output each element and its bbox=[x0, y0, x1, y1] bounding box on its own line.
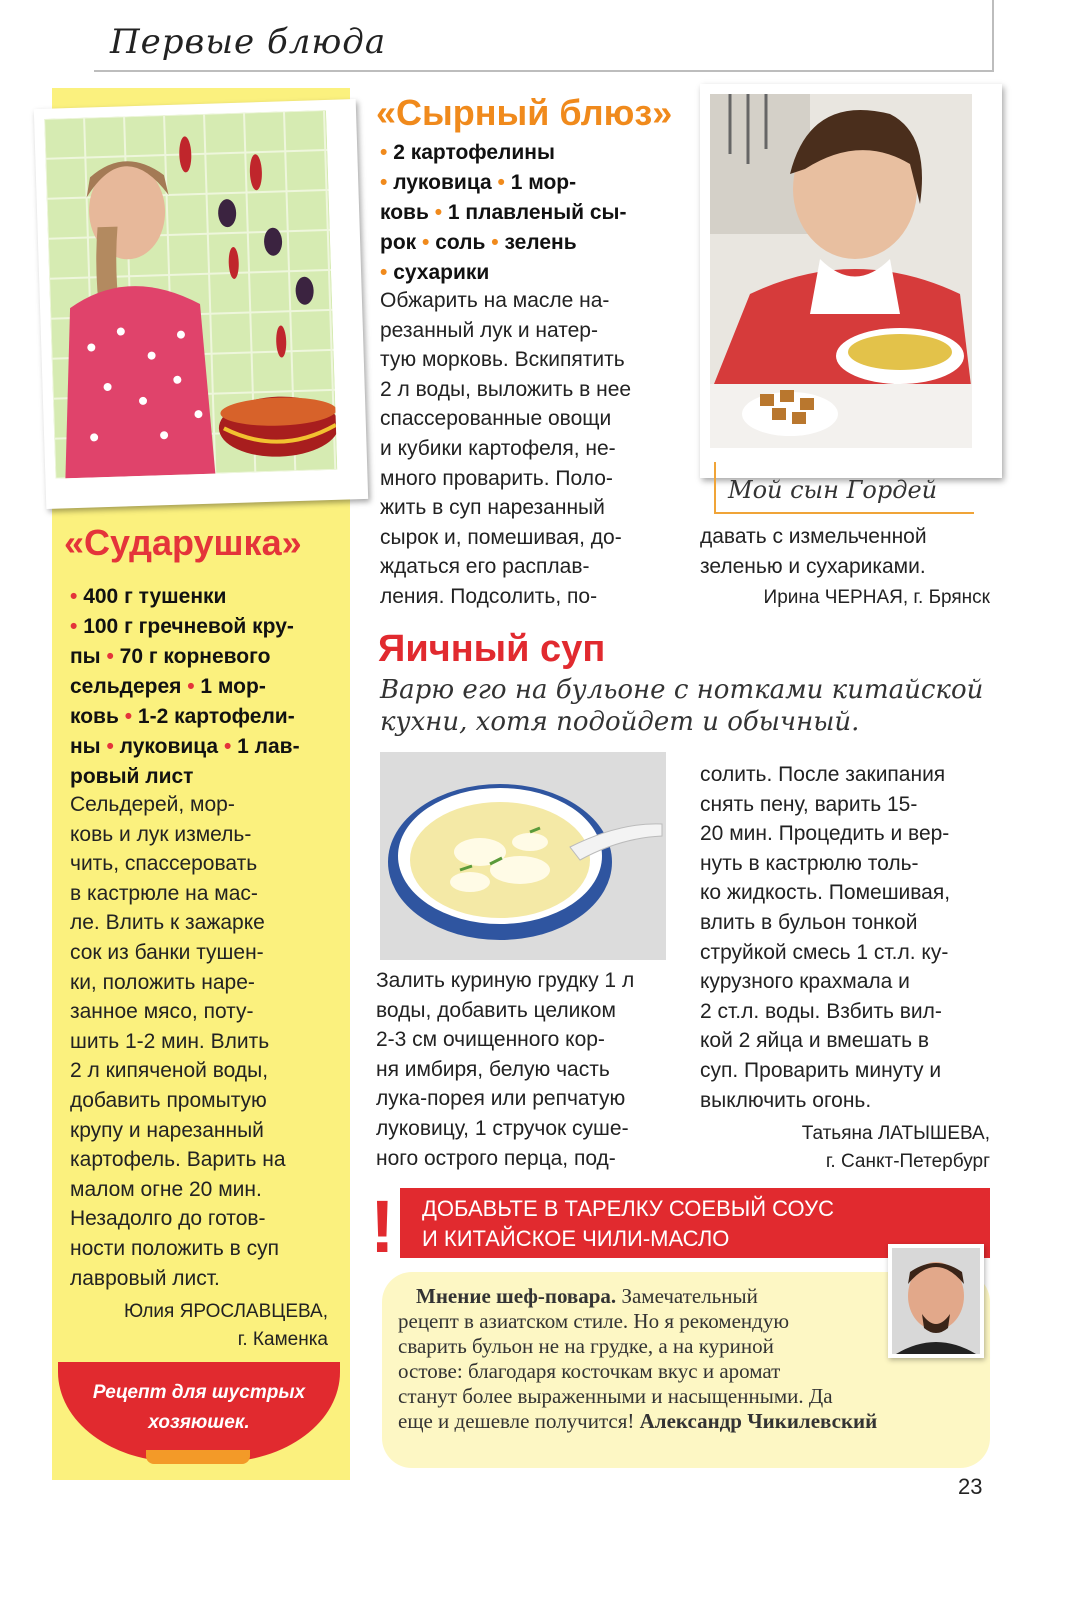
text-line: зеленью и сухариками. bbox=[700, 554, 926, 578]
text-line: 2 ст.л. воды. Взбить вил- bbox=[700, 999, 942, 1023]
bullet-icon: • bbox=[124, 705, 133, 728]
ingredient-line: ны • луковица • 1 лав- bbox=[70, 735, 300, 758]
ingredient-line: сельдерея • 1 мор- bbox=[70, 675, 266, 698]
chef-photo bbox=[888, 1244, 984, 1358]
chef-portrait-image bbox=[888, 1244, 984, 1358]
caption-bracket bbox=[714, 462, 716, 514]
woman-photo bbox=[34, 99, 368, 509]
text-line: спассерованные овощи bbox=[380, 407, 612, 431]
egg-soup-bowl-image bbox=[380, 752, 666, 960]
egg-soup-instructions-col1 bbox=[376, 966, 676, 1173]
text-line: жить в суп нарезанный bbox=[380, 496, 605, 520]
page-number: 23 bbox=[958, 1474, 983, 1499]
text-line: влить в бульон тонкой bbox=[700, 910, 918, 934]
text-line: кой 2 яйца и вмешать в bbox=[700, 1029, 930, 1053]
bullet-icon: • bbox=[434, 201, 443, 224]
boy-with-soup-image bbox=[710, 94, 972, 448]
boy-photo bbox=[700, 84, 1002, 478]
bullet-icon: • bbox=[70, 585, 78, 608]
text-line: Залить куриную грудку 1 л bbox=[376, 969, 635, 992]
tip-line: И КИТАЙСКОЕ ЧИЛИ-МАСЛО bbox=[422, 1226, 730, 1251]
egg-soup-subtitle bbox=[380, 674, 983, 738]
bullet-icon: • bbox=[223, 735, 232, 758]
chef-line-text: еще и дешевле получится! bbox=[398, 1409, 635, 1433]
sudarushka-author bbox=[70, 1298, 328, 1354]
ingredient-line: • 2 картофелины bbox=[380, 141, 555, 164]
text-line: лавровый лист. bbox=[70, 1266, 220, 1290]
text-line: 2-3 см очищенного кор- bbox=[376, 1028, 605, 1052]
cheese-ingredients bbox=[380, 138, 680, 288]
text-line: Незадолго до готов- bbox=[70, 1207, 266, 1231]
bullet-icon: • bbox=[106, 735, 114, 758]
ingredient-line: ровый лист bbox=[70, 765, 194, 788]
ingredient-line: • луковица • 1 мор- bbox=[380, 171, 577, 194]
subtitle-line: кухни, хотя подойдет и обычный. bbox=[380, 707, 860, 737]
sudarushka-instructions bbox=[70, 790, 342, 1293]
ingredient-line: • сухарики bbox=[380, 261, 490, 284]
text-line: солить. После закипания bbox=[700, 763, 946, 786]
bullet-icon: • bbox=[422, 231, 430, 254]
text-line: резанный лук и натер- bbox=[380, 318, 598, 342]
ingredient-line: • 400 г тушенки bbox=[70, 585, 227, 608]
text-line: чить, спассеровать bbox=[70, 852, 258, 876]
text-line: ки, положить наре- bbox=[70, 970, 255, 994]
promo-line: хозяюшек. bbox=[148, 1412, 250, 1433]
text-line: лука-порея или репчатую bbox=[376, 1087, 626, 1111]
text-line: ня имбиря, белую часть bbox=[376, 1057, 610, 1081]
text-line: добавить промытую bbox=[70, 1088, 267, 1112]
chef-line: станут более выраженными и насыщенными. Да bbox=[398, 1384, 833, 1408]
chef-label: Мнение шеф-повара. bbox=[416, 1284, 617, 1308]
text-line: струйкой смесь 1 ст.л. ку- bbox=[700, 940, 949, 964]
ingredient-line: ковь • 1-2 картофели- bbox=[70, 705, 295, 728]
text-line: и кубики картофеля, не- bbox=[380, 436, 616, 460]
bullet-icon: • bbox=[380, 261, 388, 284]
chef-line: остове: благодаря косточкам вкус и аромат bbox=[398, 1359, 781, 1383]
author-city: г. Каменка bbox=[237, 1329, 328, 1350]
cheese-instructions-continued bbox=[700, 522, 990, 581]
text-line: снять пену, варить 15- bbox=[700, 792, 918, 816]
text-line: воды, добавить целиком bbox=[376, 998, 616, 1022]
woman-with-soup-image bbox=[44, 110, 337, 479]
author-name: Юлия ЯРОСЛАВЦЕВА, bbox=[124, 1301, 328, 1322]
bullet-icon: • bbox=[187, 675, 195, 698]
text-line: крупу и нарезанный bbox=[70, 1118, 264, 1142]
text-line: малом огне 20 мин. bbox=[70, 1177, 262, 1201]
promo-tab bbox=[146, 1450, 250, 1464]
recipe-title-egg-soup: Яичный суп bbox=[378, 628, 606, 670]
text-line: много проварить. Поло- bbox=[380, 466, 613, 490]
text-line: сырок и, помешивая, до- bbox=[380, 525, 622, 549]
egg-soup-photo bbox=[380, 752, 666, 960]
bullet-icon: • bbox=[106, 645, 114, 668]
sudarushka-ingredients bbox=[70, 582, 342, 792]
text-line: ности положить в суп bbox=[70, 1236, 280, 1260]
text-line: сок из банки тушен- bbox=[70, 940, 264, 964]
text-line: 20 мин. Процедить и вер- bbox=[700, 822, 950, 846]
bullet-icon: • bbox=[380, 171, 388, 194]
text-line: Сельдерей, мор- bbox=[70, 793, 235, 816]
cheese-author: Ирина ЧЕРНАЯ, г. Брянск bbox=[763, 587, 990, 608]
section-title: Первые блюда bbox=[110, 22, 387, 62]
promo-line: Рецепт для шустрых bbox=[92, 1382, 306, 1403]
text-line: в кастрюле на мас- bbox=[70, 881, 258, 905]
caption-underline bbox=[714, 512, 974, 514]
ingredient-line: ковь • 1 плавленый сы- bbox=[380, 201, 627, 224]
text-line: картофель. Варить на bbox=[70, 1148, 286, 1172]
text-line: суп. Проварить минуту и bbox=[700, 1058, 942, 1082]
chef-line bbox=[398, 1409, 978, 1434]
text-line: занное мясо, поту- bbox=[70, 1000, 254, 1024]
recipe-title-sudarushka: «Сударушка» bbox=[64, 522, 302, 563]
recipe-title-cheese-blues: «Сырный блюз» bbox=[376, 92, 673, 133]
text-line: курузного крахмала и bbox=[700, 970, 910, 994]
bullet-icon: • bbox=[70, 615, 78, 638]
text-line: ковь и лук измель- bbox=[70, 822, 252, 846]
bullet-icon: • bbox=[380, 141, 388, 164]
tip-line: ДОБАВЬТЕ В ТАРЕЛКУ СОЕВЫЙ СОУС bbox=[422, 1196, 835, 1221]
chef-line: сварить бульон не на грудке, а на куриной bbox=[398, 1334, 774, 1358]
text-line: ле. Влить к зажарке bbox=[70, 911, 265, 935]
text-line: нуть в кастрюлю толь- bbox=[700, 851, 919, 875]
chef-name: Александр Чикилевский bbox=[639, 1409, 878, 1433]
chef-line-text: Замечательный bbox=[621, 1284, 758, 1308]
text-line: луковицу, 1 стручок суше- bbox=[376, 1116, 629, 1140]
ingredient-line: рок • соль • зелень bbox=[380, 231, 577, 254]
promo-text bbox=[58, 1362, 340, 1438]
header-divider bbox=[94, 70, 994, 72]
text-line: тую морковь. Вскипятить bbox=[380, 348, 625, 372]
header-vertical-divider bbox=[992, 0, 994, 72]
photo-caption: Мой сын Гордей bbox=[728, 476, 938, 504]
ingredient-line: пы • 70 г корневого bbox=[70, 645, 271, 668]
author-city: г. Санкт-Петербург bbox=[825, 1151, 990, 1172]
bullet-icon: • bbox=[497, 171, 505, 194]
cheese-instructions bbox=[380, 286, 680, 612]
text-line: ждаться его расплав- bbox=[380, 555, 590, 579]
text-line: ления. Подсолить, по- bbox=[380, 584, 598, 608]
ingredient-line: • 100 г гречневой кру- bbox=[70, 615, 294, 638]
subtitle-line: Варю его на бульоне с нотками китайской bbox=[380, 675, 984, 705]
chef-line: рецепт в азиатском стиле. Но я рекомендую bbox=[398, 1309, 790, 1333]
bullet-icon: • bbox=[491, 231, 499, 254]
egg-soup-author bbox=[700, 1120, 990, 1176]
text-line: выключить огонь. bbox=[700, 1088, 872, 1112]
text-line: 2 л воды, выложить в нее bbox=[380, 377, 632, 401]
exclamation-icon: ! bbox=[370, 1185, 395, 1268]
egg-soup-instructions-col2 bbox=[700, 760, 992, 1115]
text-line: Обжарить на масле на- bbox=[380, 289, 610, 312]
text-line: ного острого перца, под- bbox=[376, 1146, 616, 1170]
text-line: давать с измельченной bbox=[700, 525, 927, 548]
text-line: шить 1-2 мин. Влить bbox=[70, 1029, 270, 1053]
text-line: ко жидкость. Помешивая, bbox=[700, 881, 951, 905]
text-line: 2 л кипяченой воды, bbox=[70, 1059, 269, 1083]
author-name: Татьяна ЛАТЫШЕВА, bbox=[801, 1123, 990, 1144]
